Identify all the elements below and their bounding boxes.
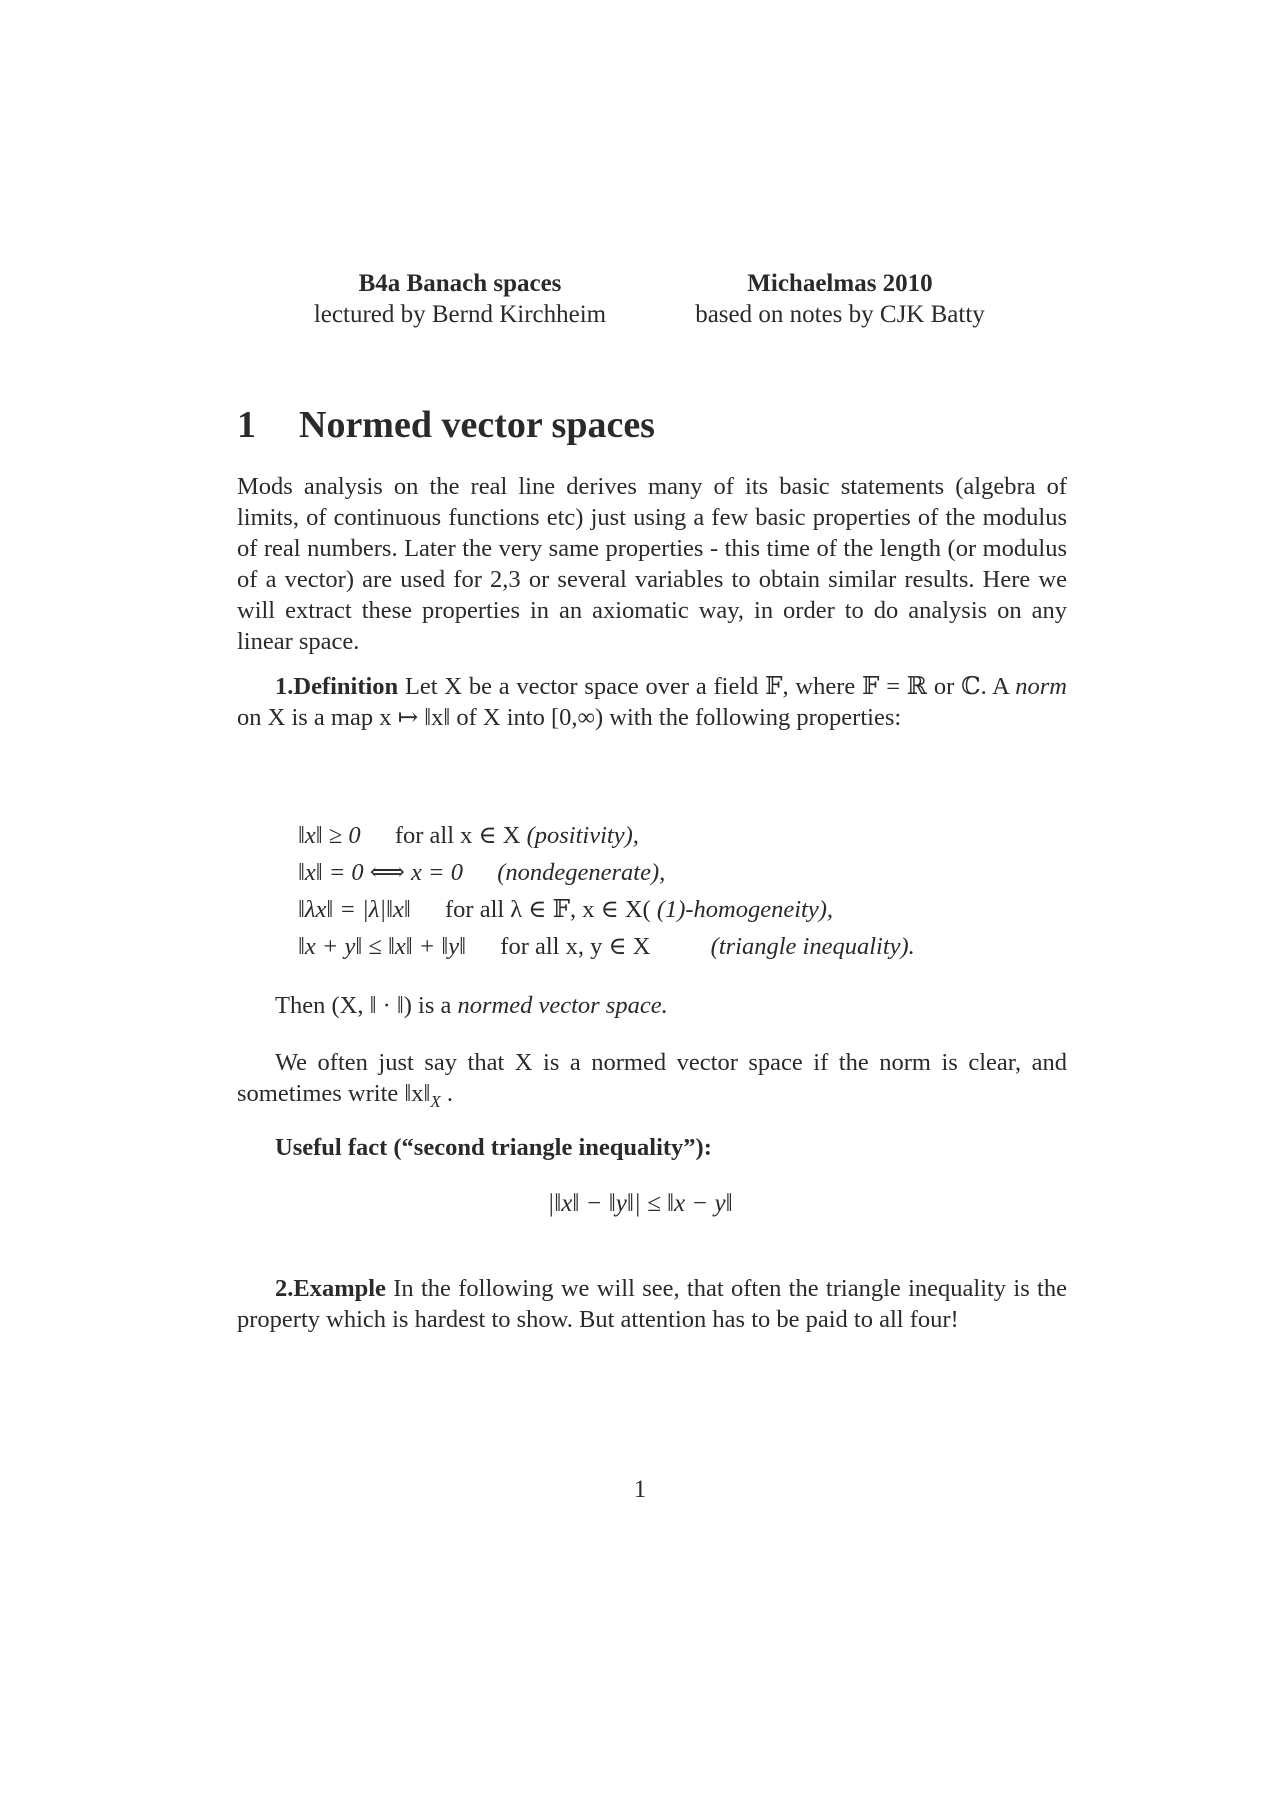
header-right	[670, 268, 1010, 330]
axiom-name: (1)-homogeneity),	[656, 896, 834, 923]
definition-label: 1.Definition	[275, 673, 399, 700]
axiom-formula: ‖λx‖ = |λ|‖x‖	[298, 896, 411, 923]
often-subscript: X	[430, 1091, 441, 1111]
axiom-condition: for all x ∈ X	[394, 822, 521, 849]
header-left	[290, 268, 630, 330]
second-triangle-formula: |‖x‖ − ‖y‖| ≤ ‖x − y‖	[547, 1190, 733, 1217]
term-title: Michaelmas 2010	[747, 270, 933, 297]
axiom-positivity	[298, 817, 639, 854]
axiom-name: (triangle inequality).	[710, 933, 915, 960]
then-paragraph	[237, 990, 1067, 1021]
norm-term: norm	[1015, 673, 1067, 700]
axiom-condition: for all x, y ∈ X	[500, 933, 651, 960]
then-prefix: Then (X, ‖ · ‖) is a	[275, 992, 458, 1019]
example-text: In the following we will see, that often the triangle inequality is the property which is hardest to show. But attention has to be paid to all four!	[237, 1275, 1067, 1333]
definition-text-a: Let X be a vector space over a field 𝔽, where 𝔽 = ℝ or ℂ. A	[398, 673, 1016, 700]
axiom-condition: for all λ ∈ 𝔽, x ∈ X(	[445, 896, 651, 923]
often-text: We often just say that X is a normed vector space if the norm is clear, and sometimes write ‖x‖	[237, 1049, 1067, 1107]
section-number: 1	[237, 404, 256, 446]
axiom-nondegenerate	[298, 854, 665, 891]
often-end: .	[440, 1080, 454, 1107]
definition-paragraph	[237, 671, 1067, 733]
axiom-formula: ‖x + y‖ ≤ ‖x‖ + ‖y‖	[298, 933, 467, 960]
useful-fact	[237, 1132, 1067, 1163]
axiom-name: (positivity),	[526, 822, 639, 849]
axiom-triangle	[298, 928, 915, 965]
axiom-homogeneity	[298, 891, 833, 928]
example-paragraph	[237, 1273, 1067, 1335]
axiom-name: (nondegenerate),	[497, 859, 666, 886]
page-number: 1	[633, 1476, 647, 1503]
axiom-formula: ‖x‖ = 0 ⟺ x = 0	[298, 859, 463, 886]
notes-credit-line: based on notes by CJK Batty	[695, 301, 985, 328]
example-label: 2.Example	[275, 1275, 386, 1302]
normed-space-term: normed vector space.	[457, 992, 668, 1019]
section-title: Normed vector spaces	[299, 404, 655, 446]
useful-fact-label: Useful fact (“second triangle inequality”):	[275, 1134, 712, 1161]
often-paragraph	[237, 1047, 1067, 1117]
definition-text-b: on X is a map x ↦ ‖x‖ of X into [0,∞) with the following properties:	[237, 704, 902, 731]
section-heading	[237, 403, 655, 447]
second-triangle-inequality	[0, 1190, 1280, 1218]
course-title: B4a Banach spaces	[358, 270, 562, 297]
lecturer-line: lectured by Bernd Kirchheim	[313, 301, 607, 328]
intro-paragraph: Mods analysis on the real line derives many of its basic statements (algebra of limits, of continuous functions etc) just using a few basic properties of the modulus of real numbers. Later the very same properties - this time of the length (or modulus of a vector) are used for 2,3 or several variables to obtain similar results. Here we will extract these properties in an axiomatic way, in order to do analysis on any linear space.	[237, 473, 1067, 655]
axiom-formula: ‖x‖ ≥ 0	[298, 822, 361, 849]
